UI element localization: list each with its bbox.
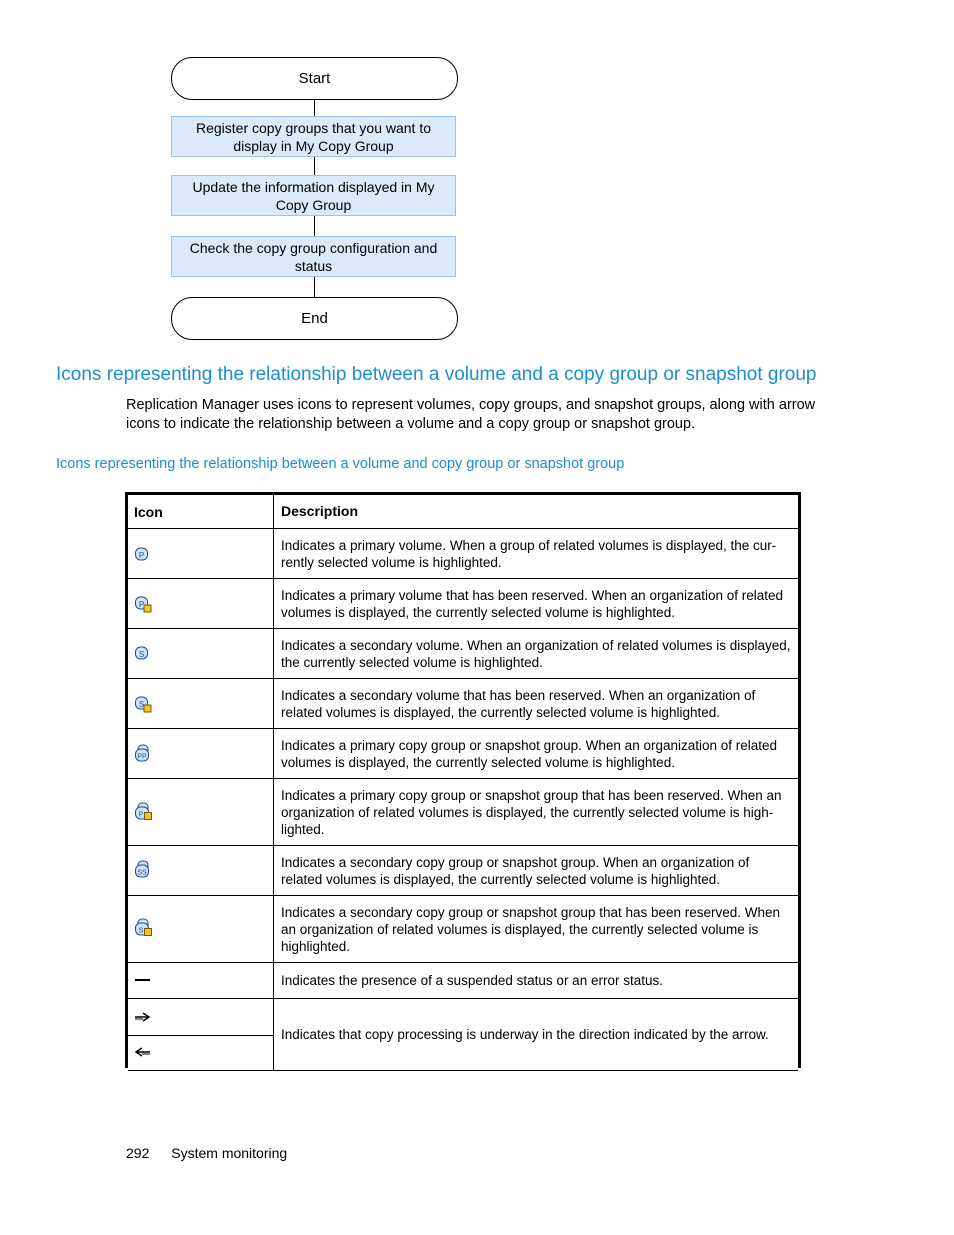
svg-text:P: P <box>138 551 145 560</box>
table-row: P Indicates a primary copy group or snapshot group that has been reserved. When an organization of related volumes is displayed, the currently selected volume is high-lighted. <box>128 779 798 846</box>
table-header-row <box>128 495 798 529</box>
svg-text:P: P <box>138 811 144 819</box>
flow-connector <box>314 98 315 116</box>
table-caption: Icons representing the relationship between a volume and copy group or snapshot group <box>56 456 625 472</box>
table-row: Indicates the presence of a suspended status or an error status. <box>128 963 798 999</box>
flow-connector <box>314 277 315 297</box>
secondary-copy-group-icon <box>134 860 152 878</box>
secondary-volume-icon <box>134 645 150 661</box>
flowchart <box>171 57 458 340</box>
primary-copy-group-icon <box>134 744 152 762</box>
table-row: P Indicates a primary volume that has been reserved. When an organization of related volumes is displayed, the currently selected volume is highlighted. <box>128 579 798 629</box>
primary-copy-group-reserved-icon <box>134 802 153 821</box>
suspended-line-icon <box>134 973 152 987</box>
footer-section: System monitoring <box>171 1145 288 1161</box>
svg-text:S: S <box>138 650 145 659</box>
intro-paragraph: Replication Manager uses icons to represent volumes, copy groups, and snapshot groups, along with arrow icons to indicate the relationship between a volume and a copy group or snapshot group. <box>126 397 816 432</box>
flow-end: End <box>171 297 458 340</box>
svg-text:P: P <box>138 600 145 609</box>
table-row: S Indicates a secondary volume. When an organization of related volumes is displayed, the currently selected volume is highlighted. <box>128 629 798 679</box>
primary-volume-reserved-icon <box>134 595 152 613</box>
secondary-copy-group-reserved-icon <box>134 918 153 937</box>
page-footer <box>126 1145 287 1161</box>
secondary-volume-reserved-icon <box>134 695 152 713</box>
table-row: SS Indicates a secondary copy group or snapshot group. When an organization of related volumes is displayed, the currently selected volume is highlighted. <box>128 846 798 896</box>
table-row: PP Indicates a primary copy group or snapshot group. When an organization of related volumes is displayed, the currently selected volume is highlighted. <box>128 729 798 779</box>
arrow-right-icon <box>134 1010 152 1024</box>
table-row: P Indicates a primary volume. When a group of related volumes is displayed, the cur-rently selected volume is highlighted. <box>128 529 798 579</box>
header-description: Description <box>281 503 359 519</box>
header-icon: Icon <box>128 495 274 528</box>
flow-connector <box>314 157 315 175</box>
svg-text:PP: PP <box>137 753 147 761</box>
table-row: Indicates that copy processing is underway in the direction indicated by the arrow. <box>128 999 798 1071</box>
svg-text:SS: SS <box>137 869 147 877</box>
flow-step-register: Register copy groups that you want to display in My Copy Group <box>171 116 456 157</box>
arrow-left-icon <box>134 1045 152 1059</box>
flow-connector <box>314 216 315 236</box>
table-row: S Indicates a secondary volume that has been reserved. When an organization of related volumes is displayed, the currently selected volume is highlighted. <box>128 679 798 729</box>
flow-step-update: Update the information displayed in My Copy Group <box>171 175 456 216</box>
primary-volume-icon <box>134 546 150 562</box>
svg-text:S: S <box>138 700 145 709</box>
section-title: Icons representing the relationship between a volume and a copy group or snapshot group <box>56 364 817 385</box>
table-row: S Indicates a secondary copy group or snapshot group that has been reserved. When an organization of related volumes is displayed, the currently selected volume is highlighted. <box>128 896 798 963</box>
flow-step-check: Check the copy group configuration and status <box>171 236 456 277</box>
svg-text:S: S <box>138 927 144 935</box>
page-number: 292 <box>126 1145 150 1161</box>
flow-start: Start <box>171 57 458 100</box>
icons-table <box>125 492 801 1068</box>
